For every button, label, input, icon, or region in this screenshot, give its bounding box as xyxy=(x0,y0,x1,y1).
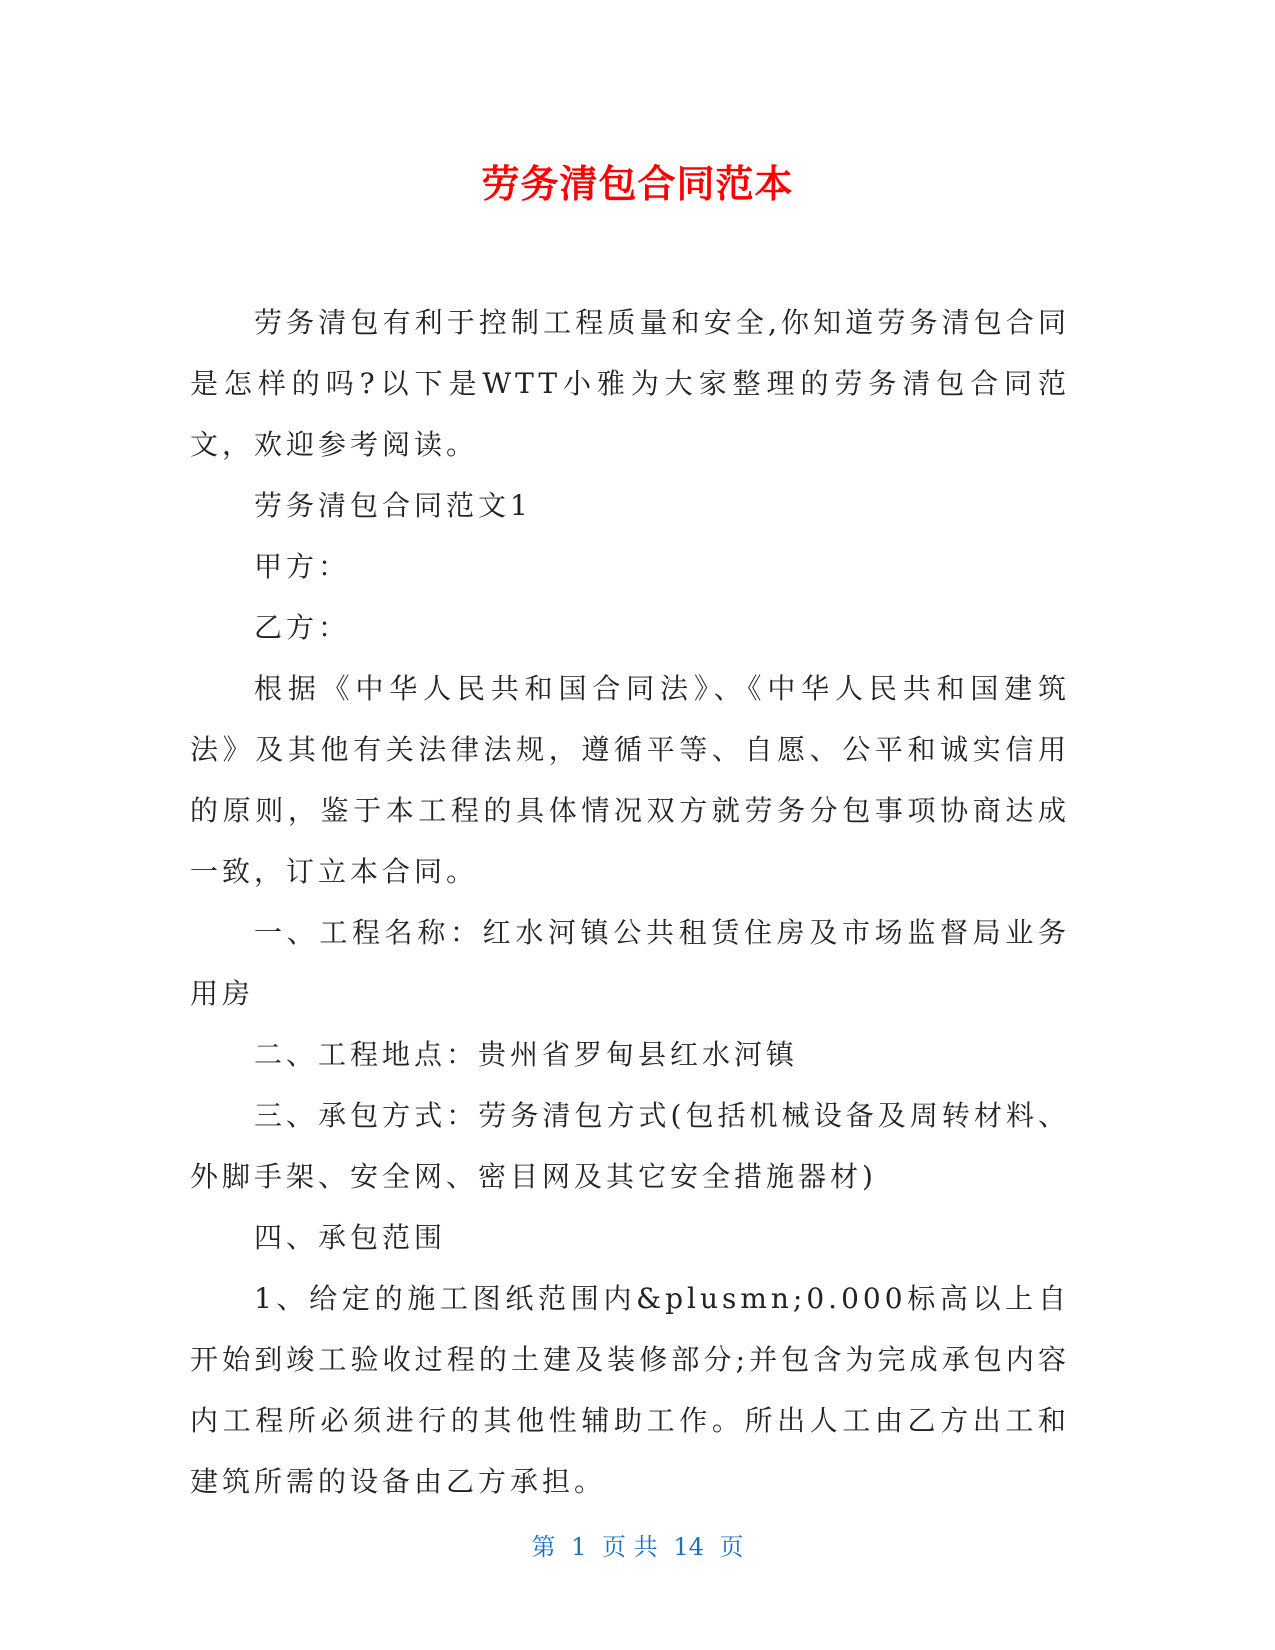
paragraph-party-a: 甲方： xyxy=(254,550,351,583)
footer-page-number: 1 xyxy=(571,1533,587,1561)
paragraph-party-b: 乙方： xyxy=(254,611,351,644)
paragraph-contract-method: 三、承包方式：劳务清包方式(包括机械设备及周转材料、外脚手架、安全网、密目网及其它安全措施器材) xyxy=(190,1099,1070,1193)
paragraph-project-name: 一、工程名称：红水河镇公共租赁住房及市场监督局业务用房 xyxy=(190,916,1070,1010)
footer-suffix: 页 xyxy=(719,1533,744,1561)
paragraph-legal-basis: 根据《中华人民共和国合同法》、《中华人民共和国建筑法》及其他有关法律法规，遵循平等、自愿、公平和诚实信用的原则，鉴于本工程的具体情况双方就劳务分包事项协商达成一致，订立本合同。 xyxy=(190,672,1070,888)
footer-middle: 页 共 xyxy=(602,1533,658,1561)
document-title: 劳务清包合同范本 xyxy=(481,162,794,206)
footer-prefix: 第 xyxy=(531,1533,556,1561)
footer-total-pages: 14 xyxy=(673,1533,704,1561)
paragraph-sample-heading: 劳务清包合同范文1 xyxy=(254,489,532,522)
paragraph-project-location: 二、工程地点：贵州省罗甸县红水河镇 xyxy=(254,1038,799,1071)
paragraph-intro: 劳务清包有利于控制工程质量和安全,你知道劳务清包合同是怎样的吗?以下是WTT小雅为大家整理的劳务清包合同范文，欢迎参考阅读。 xyxy=(190,306,1070,461)
paragraph-scope-item-1: 1、给定的施工图纸范围内&plusmn;0.000标高以上自开始到竣工验收过程的土建及装修部分;并包含为完成承包内容内工程所必须进行的其他性辅助工作。所出人工由乙方出工和建筑所需的设备由乙方承担。 xyxy=(190,1282,1070,1498)
document-body xyxy=(190,292,1070,1512)
page-footer xyxy=(0,1532,1275,1562)
paragraph-contract-scope-heading: 四、承包范围 xyxy=(254,1221,447,1254)
